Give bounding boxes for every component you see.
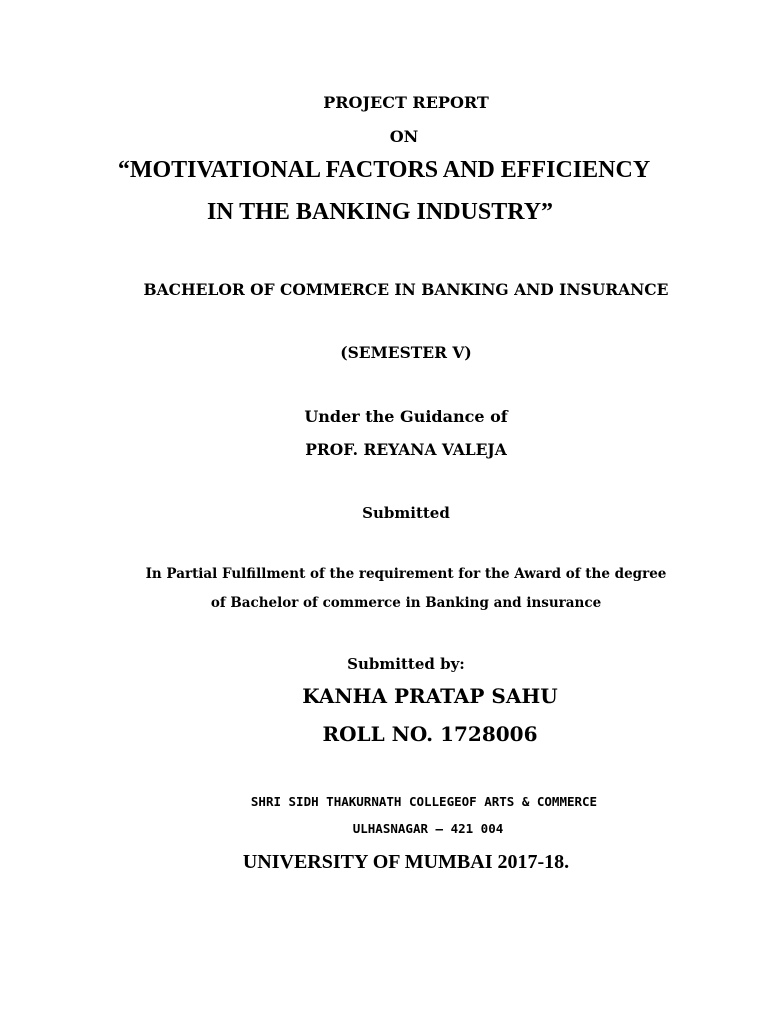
roll-number: ROLL NO. 1728006 bbox=[322, 722, 538, 746]
degree-name: BACHELOR OF COMMERCE IN BANKING AND INSURANCE bbox=[143, 280, 669, 299]
semester: (SEMESTER V) bbox=[340, 343, 472, 362]
guide-name: PROF. REYANA VALEJA bbox=[305, 440, 507, 459]
report-title-line-2: IN THE BANKING INDUSTRY” bbox=[206, 199, 554, 225]
student-name: KANHA PRATAP SAHU bbox=[302, 684, 558, 708]
guidance-label: Under the Guidance of bbox=[304, 407, 508, 426]
fulfillment-line-2: of Bachelor of commerce in Banking and insurance bbox=[210, 595, 602, 611]
fulfillment-line-1: In Partial Fulfillment of the requirement for the Award of the degree bbox=[145, 566, 667, 582]
report-on: ON bbox=[389, 127, 419, 146]
submitted-by-label: Submitted by: bbox=[347, 655, 465, 673]
submitted-label: Submitted bbox=[362, 504, 450, 522]
college-name: SHRI SIDH THAKURNATH COLLEGEOF ARTS & COMMERCE bbox=[250, 794, 598, 809]
university-name: UNIVERSITY OF MUMBAI 2017-18. bbox=[242, 851, 570, 873]
report-heading: PROJECT REPORT bbox=[323, 93, 489, 112]
report-title-line-1: “MOTIVATIONAL FACTORS AND EFFICIENCY bbox=[117, 157, 651, 183]
college-city: ULHASNAGAR – 421 004 bbox=[352, 821, 504, 836]
